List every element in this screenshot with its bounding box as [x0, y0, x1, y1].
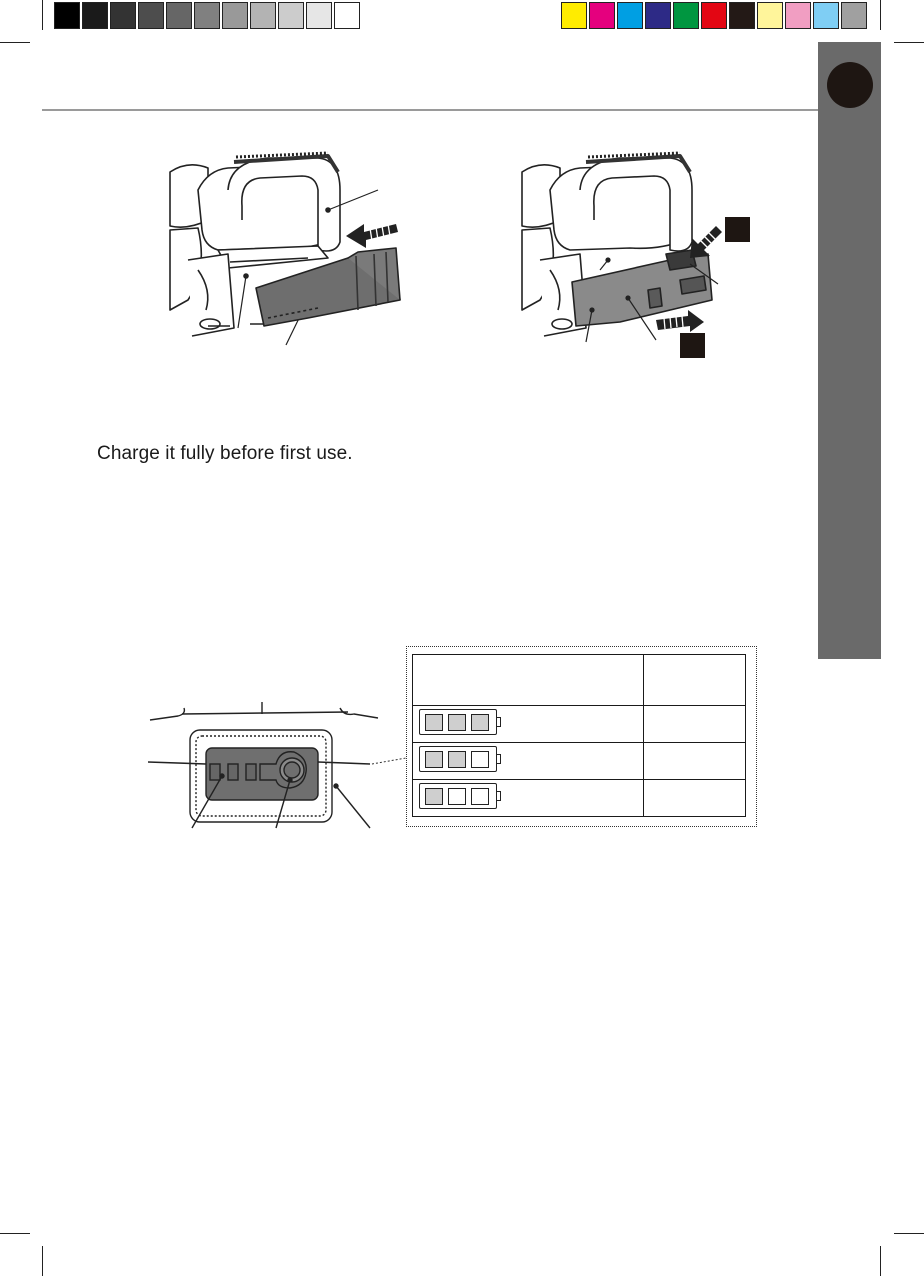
charge-indicator-illustration: [148, 700, 408, 830]
legend-row: [413, 743, 746, 780]
color-swatch: [561, 2, 587, 29]
battery-cell: [471, 714, 489, 731]
color-swatch: [589, 2, 615, 29]
color-swatch: [701, 2, 727, 29]
battery-cell: [425, 714, 443, 731]
crop-mark-bottom-left-v: [42, 1246, 43, 1276]
crop-mark-bottom-left-h: [0, 1233, 30, 1234]
legend-battery-cell: [413, 706, 644, 743]
charge-legend-table: [412, 654, 746, 817]
battery-body: [419, 709, 497, 735]
color-swatch: [729, 2, 755, 29]
battery-body: [419, 746, 497, 772]
battery-tip: [496, 754, 501, 764]
crop-mark-top-left-v: [42, 0, 43, 30]
battery-cell: [448, 714, 466, 731]
legend-status: [644, 706, 746, 743]
gray-swatch: [110, 2, 136, 29]
language-badge: [827, 62, 873, 108]
legend-header-status: [644, 655, 746, 706]
battery-remove-illustration: [520, 150, 760, 350]
battery-level-icon: [419, 783, 501, 809]
legend-status: [644, 743, 746, 780]
legend-battery-cell: [413, 780, 644, 817]
crop-mark-top-right-v: [880, 0, 881, 30]
battery-cell: [425, 751, 443, 768]
gray-swatch: [82, 2, 108, 29]
color-swatch: [673, 2, 699, 29]
charge-instruction: Charge it fully before first use.: [97, 443, 353, 464]
color-swatch: [813, 2, 839, 29]
color-swatch: [785, 2, 811, 29]
gray-swatch: [278, 2, 304, 29]
color-swatch: [757, 2, 783, 29]
battery-cell: [448, 751, 466, 768]
battery-insert-illustration: [168, 150, 418, 350]
battery-level-icon: [419, 746, 501, 772]
gray-swatch: [222, 2, 248, 29]
gray-swatch: [138, 2, 164, 29]
legend-row: [413, 706, 746, 743]
legend-status: [644, 780, 746, 817]
gray-swatch: [194, 2, 220, 29]
battery-cell: [425, 788, 443, 805]
battery-cell: [448, 788, 466, 805]
crop-mark-bottom-right-v: [880, 1246, 881, 1276]
gray-swatch: [334, 2, 360, 29]
gray-swatch: [306, 2, 332, 29]
gray-swatch: [166, 2, 192, 29]
legend-header-row: [413, 655, 746, 706]
battery-body: [419, 783, 497, 809]
color-swatch: [617, 2, 643, 29]
legend-header-indicator: [413, 655, 644, 706]
crop-mark-top-right-h: [894, 42, 924, 43]
crop-mark-top-left-h: [0, 42, 30, 43]
legend-battery-cell: [413, 743, 644, 780]
battery-cell: [471, 788, 489, 805]
gray-swatch: [250, 2, 276, 29]
battery-level-icon: [419, 709, 501, 735]
battery-cell: [471, 751, 489, 768]
header-rule: [42, 109, 818, 111]
gray-swatch: [54, 2, 80, 29]
step-badge-top: [725, 217, 750, 242]
battery-tip: [496, 791, 501, 801]
color-swatch: [645, 2, 671, 29]
legend-row: [413, 780, 746, 817]
battery-tip: [496, 717, 501, 727]
color-swatch: [841, 2, 867, 29]
step-badge-bottom: [680, 333, 705, 358]
side-tab: [818, 42, 881, 659]
crop-mark-bottom-right-h: [894, 1233, 924, 1234]
